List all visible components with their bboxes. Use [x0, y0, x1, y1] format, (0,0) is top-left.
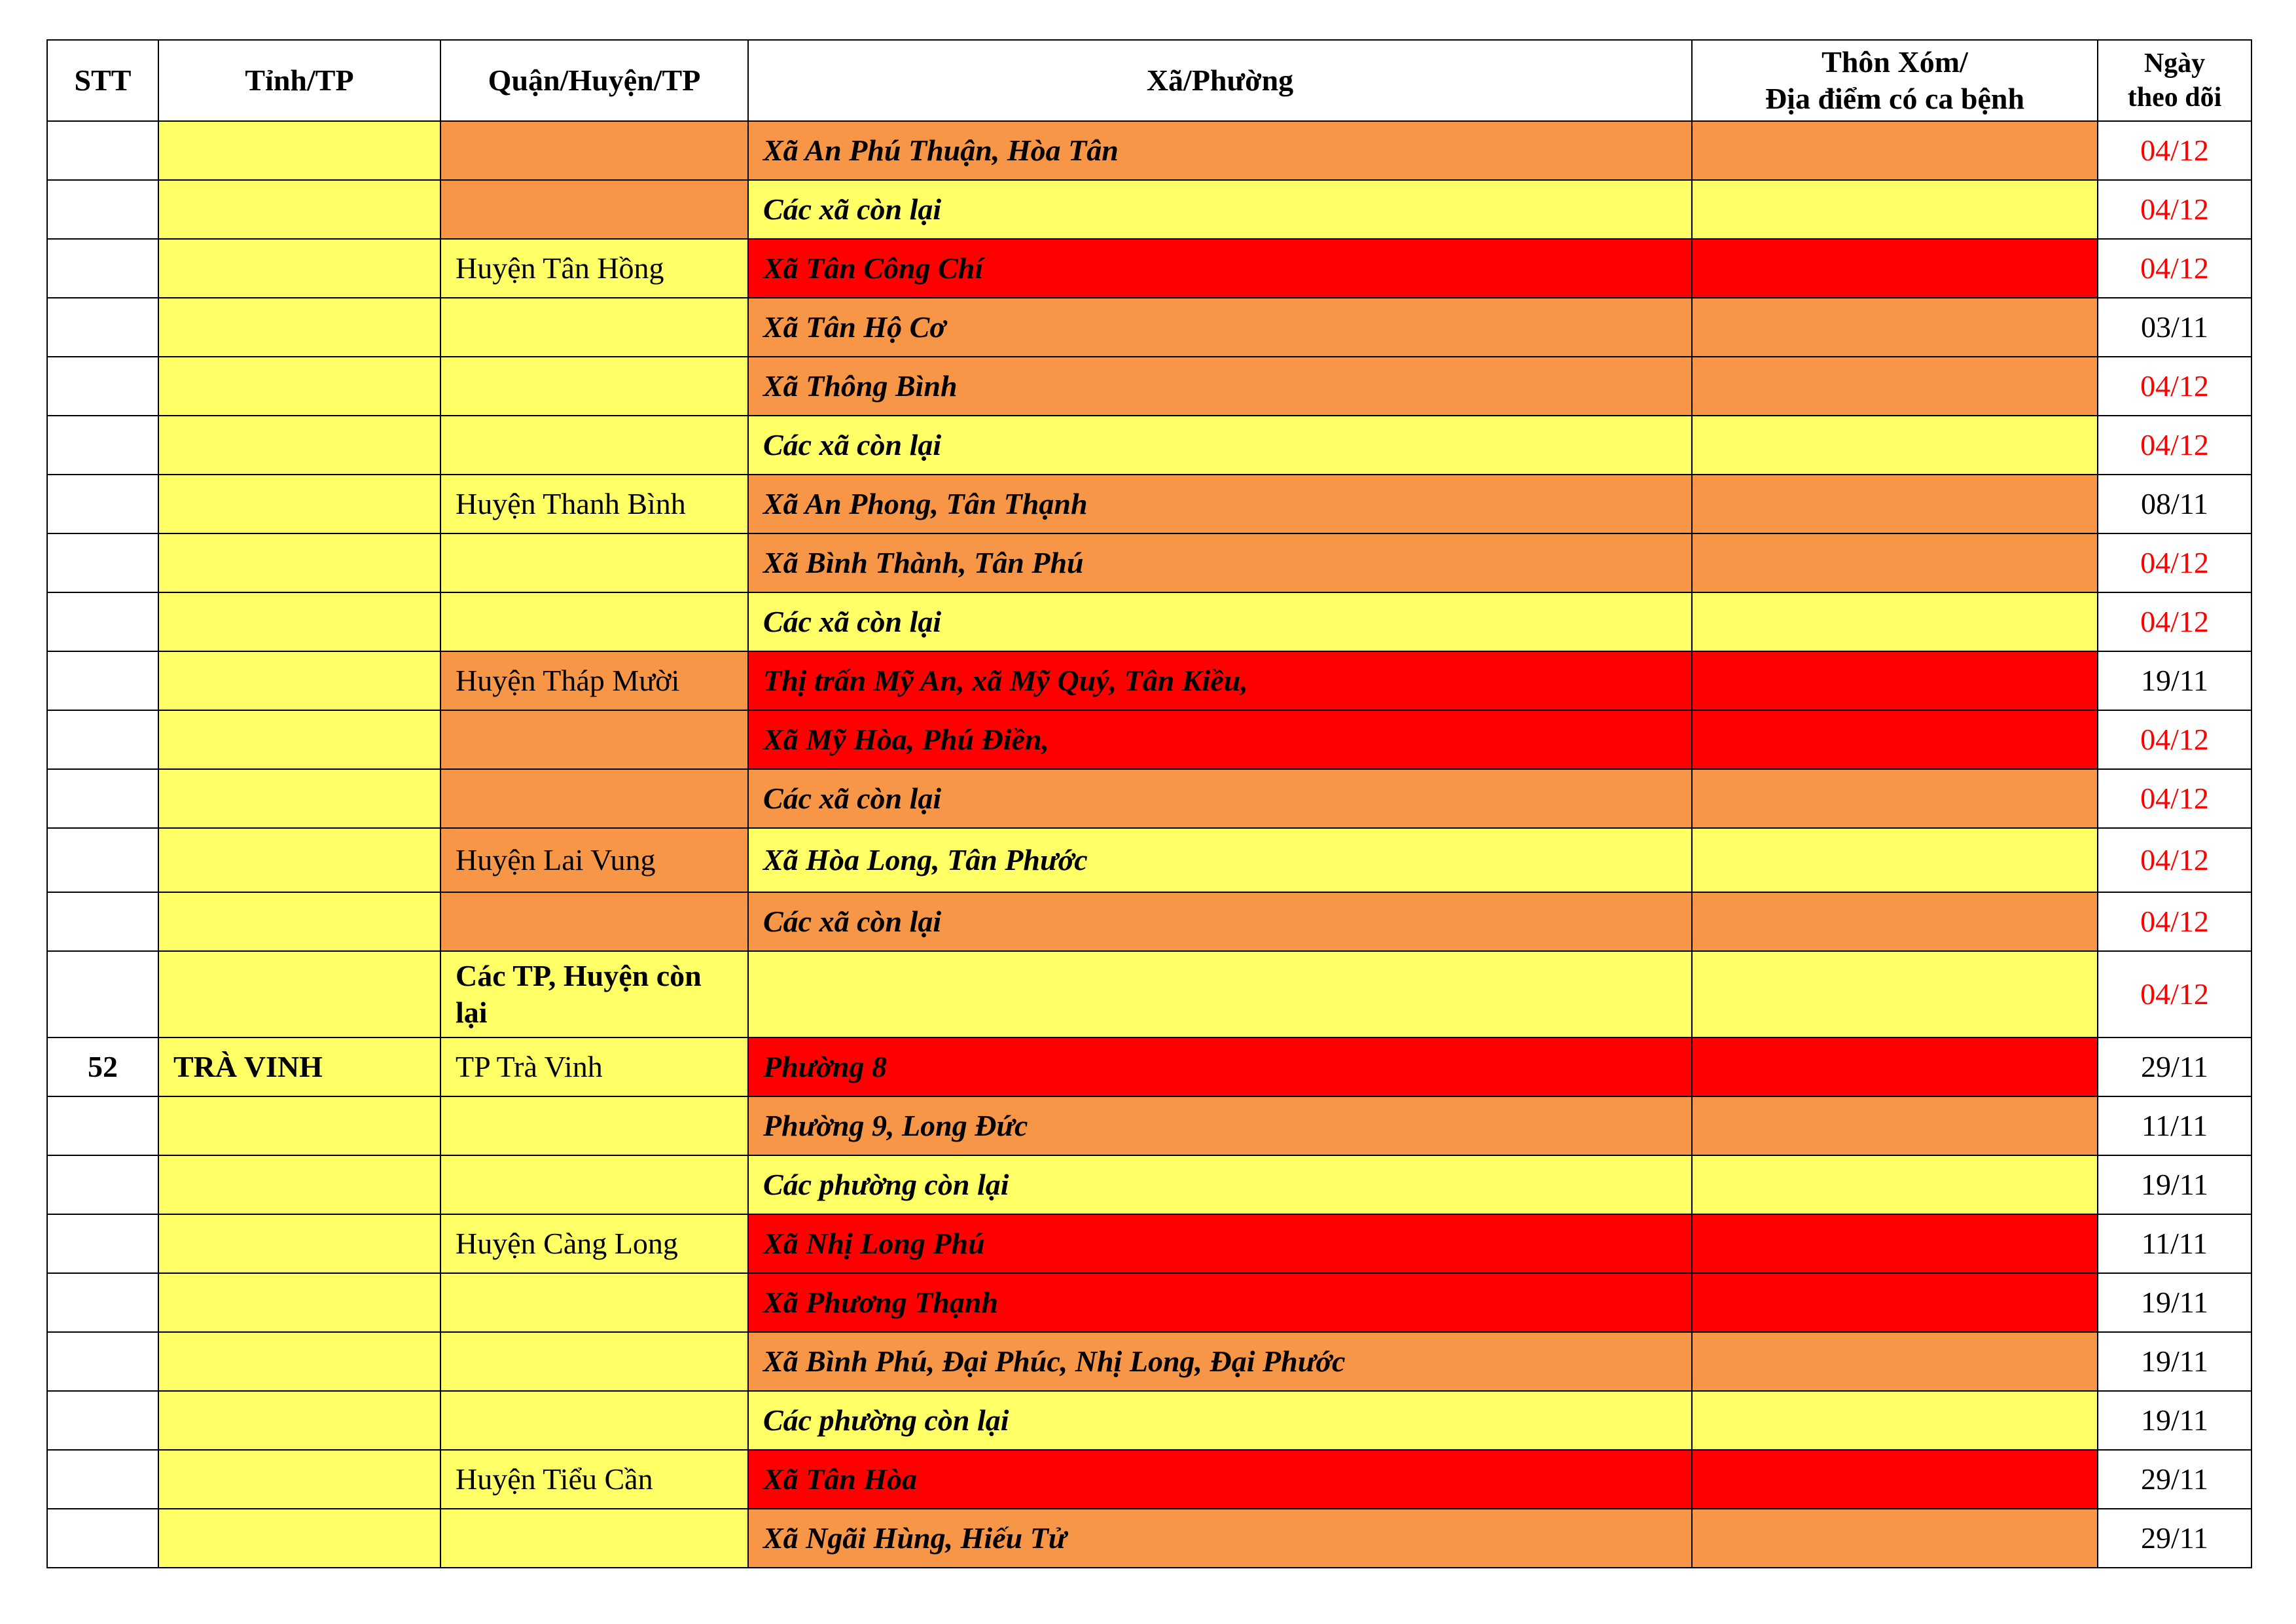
ward-cell: Xã Hòa Long, Tân Phước: [748, 828, 1692, 892]
stt-cell: [47, 1273, 158, 1332]
ward-cell: Xã Nhị Long Phú: [748, 1214, 1692, 1273]
province-cell: [158, 298, 440, 357]
district-cell: Huyện Thanh Bình: [440, 475, 748, 533]
monitor-date-cell: 04/12: [2098, 951, 2251, 1038]
ward-cell: Các xã còn lại: [748, 769, 1692, 828]
header-quan: Quận/Huyện/TP: [440, 40, 748, 121]
stt-cell: [47, 416, 158, 475]
province-cell: [158, 533, 440, 592]
monitor-date-cell: 11/11: [2098, 1096, 2251, 1155]
table-row: [47, 1450, 2251, 1509]
monitor-date-cell: 19/11: [2098, 1273, 2251, 1332]
monitor-date-cell: 19/11: [2098, 1332, 2251, 1391]
stt-cell: [47, 1214, 158, 1273]
province-cell: [158, 1214, 440, 1273]
ward-cell: Xã Mỹ Hòa, Phú Điền,: [748, 710, 1692, 769]
stt-cell: [47, 651, 158, 710]
ward-cell: Thị trấn Mỹ An, xã Mỹ Quý, Tân Kiều,: [748, 651, 1692, 710]
stt-cell: [47, 1155, 158, 1214]
province-cell: [158, 651, 440, 710]
district-cell: [440, 1155, 748, 1214]
hamlet-cell: [1692, 1038, 2098, 1096]
hamlet-cell: [1692, 1509, 2098, 1568]
stt-cell: [47, 1450, 158, 1509]
province-cell: [158, 951, 440, 1038]
hamlet-cell: [1692, 1273, 2098, 1332]
table-row: [47, 180, 2251, 239]
hamlet-cell: [1692, 298, 2098, 357]
header-row: [47, 40, 2251, 121]
district-cell: Huyện Lai Vung: [440, 828, 748, 892]
hamlet-cell: [1692, 357, 2098, 416]
table-row: [47, 769, 2251, 828]
covid-risk-table: [46, 39, 2252, 1568]
hamlet-cell: [1692, 828, 2098, 892]
stt-cell: [47, 769, 158, 828]
monitor-date-cell: 04/12: [2098, 416, 2251, 475]
hamlet-cell: [1692, 892, 2098, 951]
hamlet-cell: [1692, 651, 2098, 710]
header-stt: STT: [47, 40, 158, 121]
hamlet-cell: [1692, 416, 2098, 475]
monitor-date-cell: 04/12: [2098, 180, 2251, 239]
province-cell: [158, 1096, 440, 1155]
district-cell: Huyện Càng Long: [440, 1214, 748, 1273]
province-cell: [158, 416, 440, 475]
hamlet-cell: [1692, 475, 2098, 533]
province-cell: [158, 892, 440, 951]
district-cell: [440, 1096, 748, 1155]
province-cell: [158, 710, 440, 769]
stt-cell: [47, 180, 158, 239]
table-row: [47, 1509, 2251, 1568]
table-row: [47, 1038, 2251, 1096]
stt-cell: [47, 533, 158, 592]
stt-cell: [47, 121, 158, 180]
monitor-date-cell: 19/11: [2098, 651, 2251, 710]
district-cell: [440, 710, 748, 769]
district-cell: [440, 1332, 748, 1391]
district-cell: [440, 357, 748, 416]
district-cell: [440, 121, 748, 180]
hamlet-cell: [1692, 592, 2098, 651]
ward-cell: Các xã còn lại: [748, 180, 1692, 239]
hamlet-cell: [1692, 1391, 2098, 1450]
stt-cell: [47, 1509, 158, 1568]
district-cell: [440, 1273, 748, 1332]
hamlet-cell: [1692, 1155, 2098, 1214]
monitor-date-cell: 29/11: [2098, 1450, 2251, 1509]
province-cell: [158, 1450, 440, 1509]
ward-cell: Xã Tân Hòa: [748, 1450, 1692, 1509]
table-row: [47, 533, 2251, 592]
stt-cell: [47, 592, 158, 651]
header-thon: [1692, 40, 2098, 121]
stt-cell: [47, 951, 158, 1038]
province-cell: [158, 592, 440, 651]
ward-cell: Phường 9, Long Đức: [748, 1096, 1692, 1155]
stt-cell: [47, 1096, 158, 1155]
stt-cell: [47, 828, 158, 892]
ward-cell: Xã Phương Thạnh: [748, 1273, 1692, 1332]
table-row: [47, 1332, 2251, 1391]
monitor-date-cell: 04/12: [2098, 121, 2251, 180]
monitor-date-cell: 19/11: [2098, 1155, 2251, 1214]
province-cell: [158, 121, 440, 180]
district-cell: [440, 892, 748, 951]
table-row: [47, 651, 2251, 710]
ward-cell: Xã An Phú Thuận, Hòa Tân: [748, 121, 1692, 180]
stt-cell: [47, 1391, 158, 1450]
monitor-date-cell: 04/12: [2098, 239, 2251, 298]
monitor-date-cell: 04/12: [2098, 592, 2251, 651]
hamlet-cell: [1692, 239, 2098, 298]
district-cell: Huyện Tân Hồng: [440, 239, 748, 298]
province-cell: [158, 180, 440, 239]
stt-cell: [47, 475, 158, 533]
monitor-date-cell: 04/12: [2098, 828, 2251, 892]
hamlet-cell: [1692, 1096, 2098, 1155]
table-row: [47, 828, 2251, 892]
monitor-date-cell: 08/11: [2098, 475, 2251, 533]
province-cell: [158, 357, 440, 416]
table-row: [47, 592, 2251, 651]
district-cell: Các TP, Huyện còn lại: [440, 951, 748, 1038]
ward-cell: Các xã còn lại: [748, 416, 1692, 475]
ward-cell: Xã Tân Hộ Cơ: [748, 298, 1692, 357]
province-cell: [158, 239, 440, 298]
province-cell: TRÀ VINH: [158, 1038, 440, 1096]
table-row: [47, 1096, 2251, 1155]
table-row: [47, 357, 2251, 416]
hamlet-cell: [1692, 121, 2098, 180]
header-ngay: [2098, 40, 2251, 121]
table-row: [47, 1273, 2251, 1332]
hamlet-cell: [1692, 951, 2098, 1038]
monitor-date-cell: 04/12: [2098, 892, 2251, 951]
monitor-date-cell: 04/12: [2098, 710, 2251, 769]
ward-cell: Xã Bình Phú, Đại Phúc, Nhị Long, Đại Phước: [748, 1332, 1692, 1391]
monitor-date-cell: 04/12: [2098, 769, 2251, 828]
monitor-date-cell: 04/12: [2098, 533, 2251, 592]
header-xa: Xã/Phường: [748, 40, 1692, 121]
hamlet-cell: [1692, 533, 2098, 592]
table-row: [47, 710, 2251, 769]
stt-cell: [47, 239, 158, 298]
ward-cell: Các xã còn lại: [748, 592, 1692, 651]
district-cell: Huyện Tiểu Cần: [440, 1450, 748, 1509]
ward-cell: Các phường còn lại: [748, 1391, 1692, 1450]
monitor-date-cell: 11/11: [2098, 1214, 2251, 1273]
district-cell: [440, 592, 748, 651]
ward-cell: Xã An Phong, Tân Thạnh: [748, 475, 1692, 533]
hamlet-cell: [1692, 769, 2098, 828]
ward-cell: Phường 8: [748, 1038, 1692, 1096]
header-tinh: Tỉnh/TP: [158, 40, 440, 121]
table-row: [47, 1391, 2251, 1450]
table-row: [47, 416, 2251, 475]
table-row: [47, 1214, 2251, 1273]
table-row: [47, 239, 2251, 298]
monitor-date-cell: 29/11: [2098, 1038, 2251, 1096]
district-cell: TP Trà Vinh: [440, 1038, 748, 1096]
stt-cell: [47, 298, 158, 357]
ward-cell: Xã Ngãi Hùng, Hiếu Tử: [748, 1509, 1692, 1568]
monitor-date-cell: 03/11: [2098, 298, 2251, 357]
monitor-date-cell: 29/11: [2098, 1509, 2251, 1568]
district-cell: Huyện Tháp Mười: [440, 651, 748, 710]
stt-cell: [47, 357, 158, 416]
ward-cell: Xã Tân Công Chí: [748, 239, 1692, 298]
hamlet-cell: [1692, 1214, 2098, 1273]
monitor-date-cell: 19/11: [2098, 1391, 2251, 1450]
district-cell: [440, 533, 748, 592]
table-row: [47, 298, 2251, 357]
stt-cell: 52: [47, 1038, 158, 1096]
hamlet-cell: [1692, 710, 2098, 769]
hamlet-cell: [1692, 1332, 2098, 1391]
district-cell: [440, 416, 748, 475]
district-cell: [440, 1391, 748, 1450]
header-ngay-line1: Ngày: [2144, 48, 2206, 79]
table-row: [47, 951, 2251, 1038]
province-cell: [158, 1273, 440, 1332]
ward-cell: Xã Bình Thành, Tân Phú: [748, 533, 1692, 592]
district-cell: [440, 298, 748, 357]
monitor-date-cell: 04/12: [2098, 357, 2251, 416]
province-cell: [158, 1155, 440, 1214]
ward-cell: Xã Thông Bình: [748, 357, 1692, 416]
district-cell: [440, 1509, 748, 1568]
header-ngay-line2: theo dõi: [2127, 82, 2222, 113]
hamlet-cell: [1692, 180, 2098, 239]
table-row: [47, 1155, 2251, 1214]
district-cell: [440, 180, 748, 239]
table-row: [47, 475, 2251, 533]
province-cell: [158, 769, 440, 828]
district-cell: [440, 769, 748, 828]
table-row: [47, 121, 2251, 180]
stt-cell: [47, 892, 158, 951]
header-thon-line1: Thôn Xóm/: [1821, 45, 1968, 79]
ward-cell: Các phường còn lại: [748, 1155, 1692, 1214]
province-cell: [158, 1332, 440, 1391]
hamlet-cell: [1692, 1450, 2098, 1509]
stt-cell: [47, 1332, 158, 1391]
ward-cell: [748, 951, 1692, 1038]
province-cell: [158, 828, 440, 892]
province-cell: [158, 1391, 440, 1450]
province-cell: [158, 475, 440, 533]
province-cell: [158, 1509, 440, 1568]
ward-cell: Các xã còn lại: [748, 892, 1692, 951]
table-row: [47, 892, 2251, 951]
header-thon-line2: Địa điểm có ca bệnh: [1765, 82, 2025, 115]
stt-cell: [47, 710, 158, 769]
table-body: [47, 121, 2251, 1568]
